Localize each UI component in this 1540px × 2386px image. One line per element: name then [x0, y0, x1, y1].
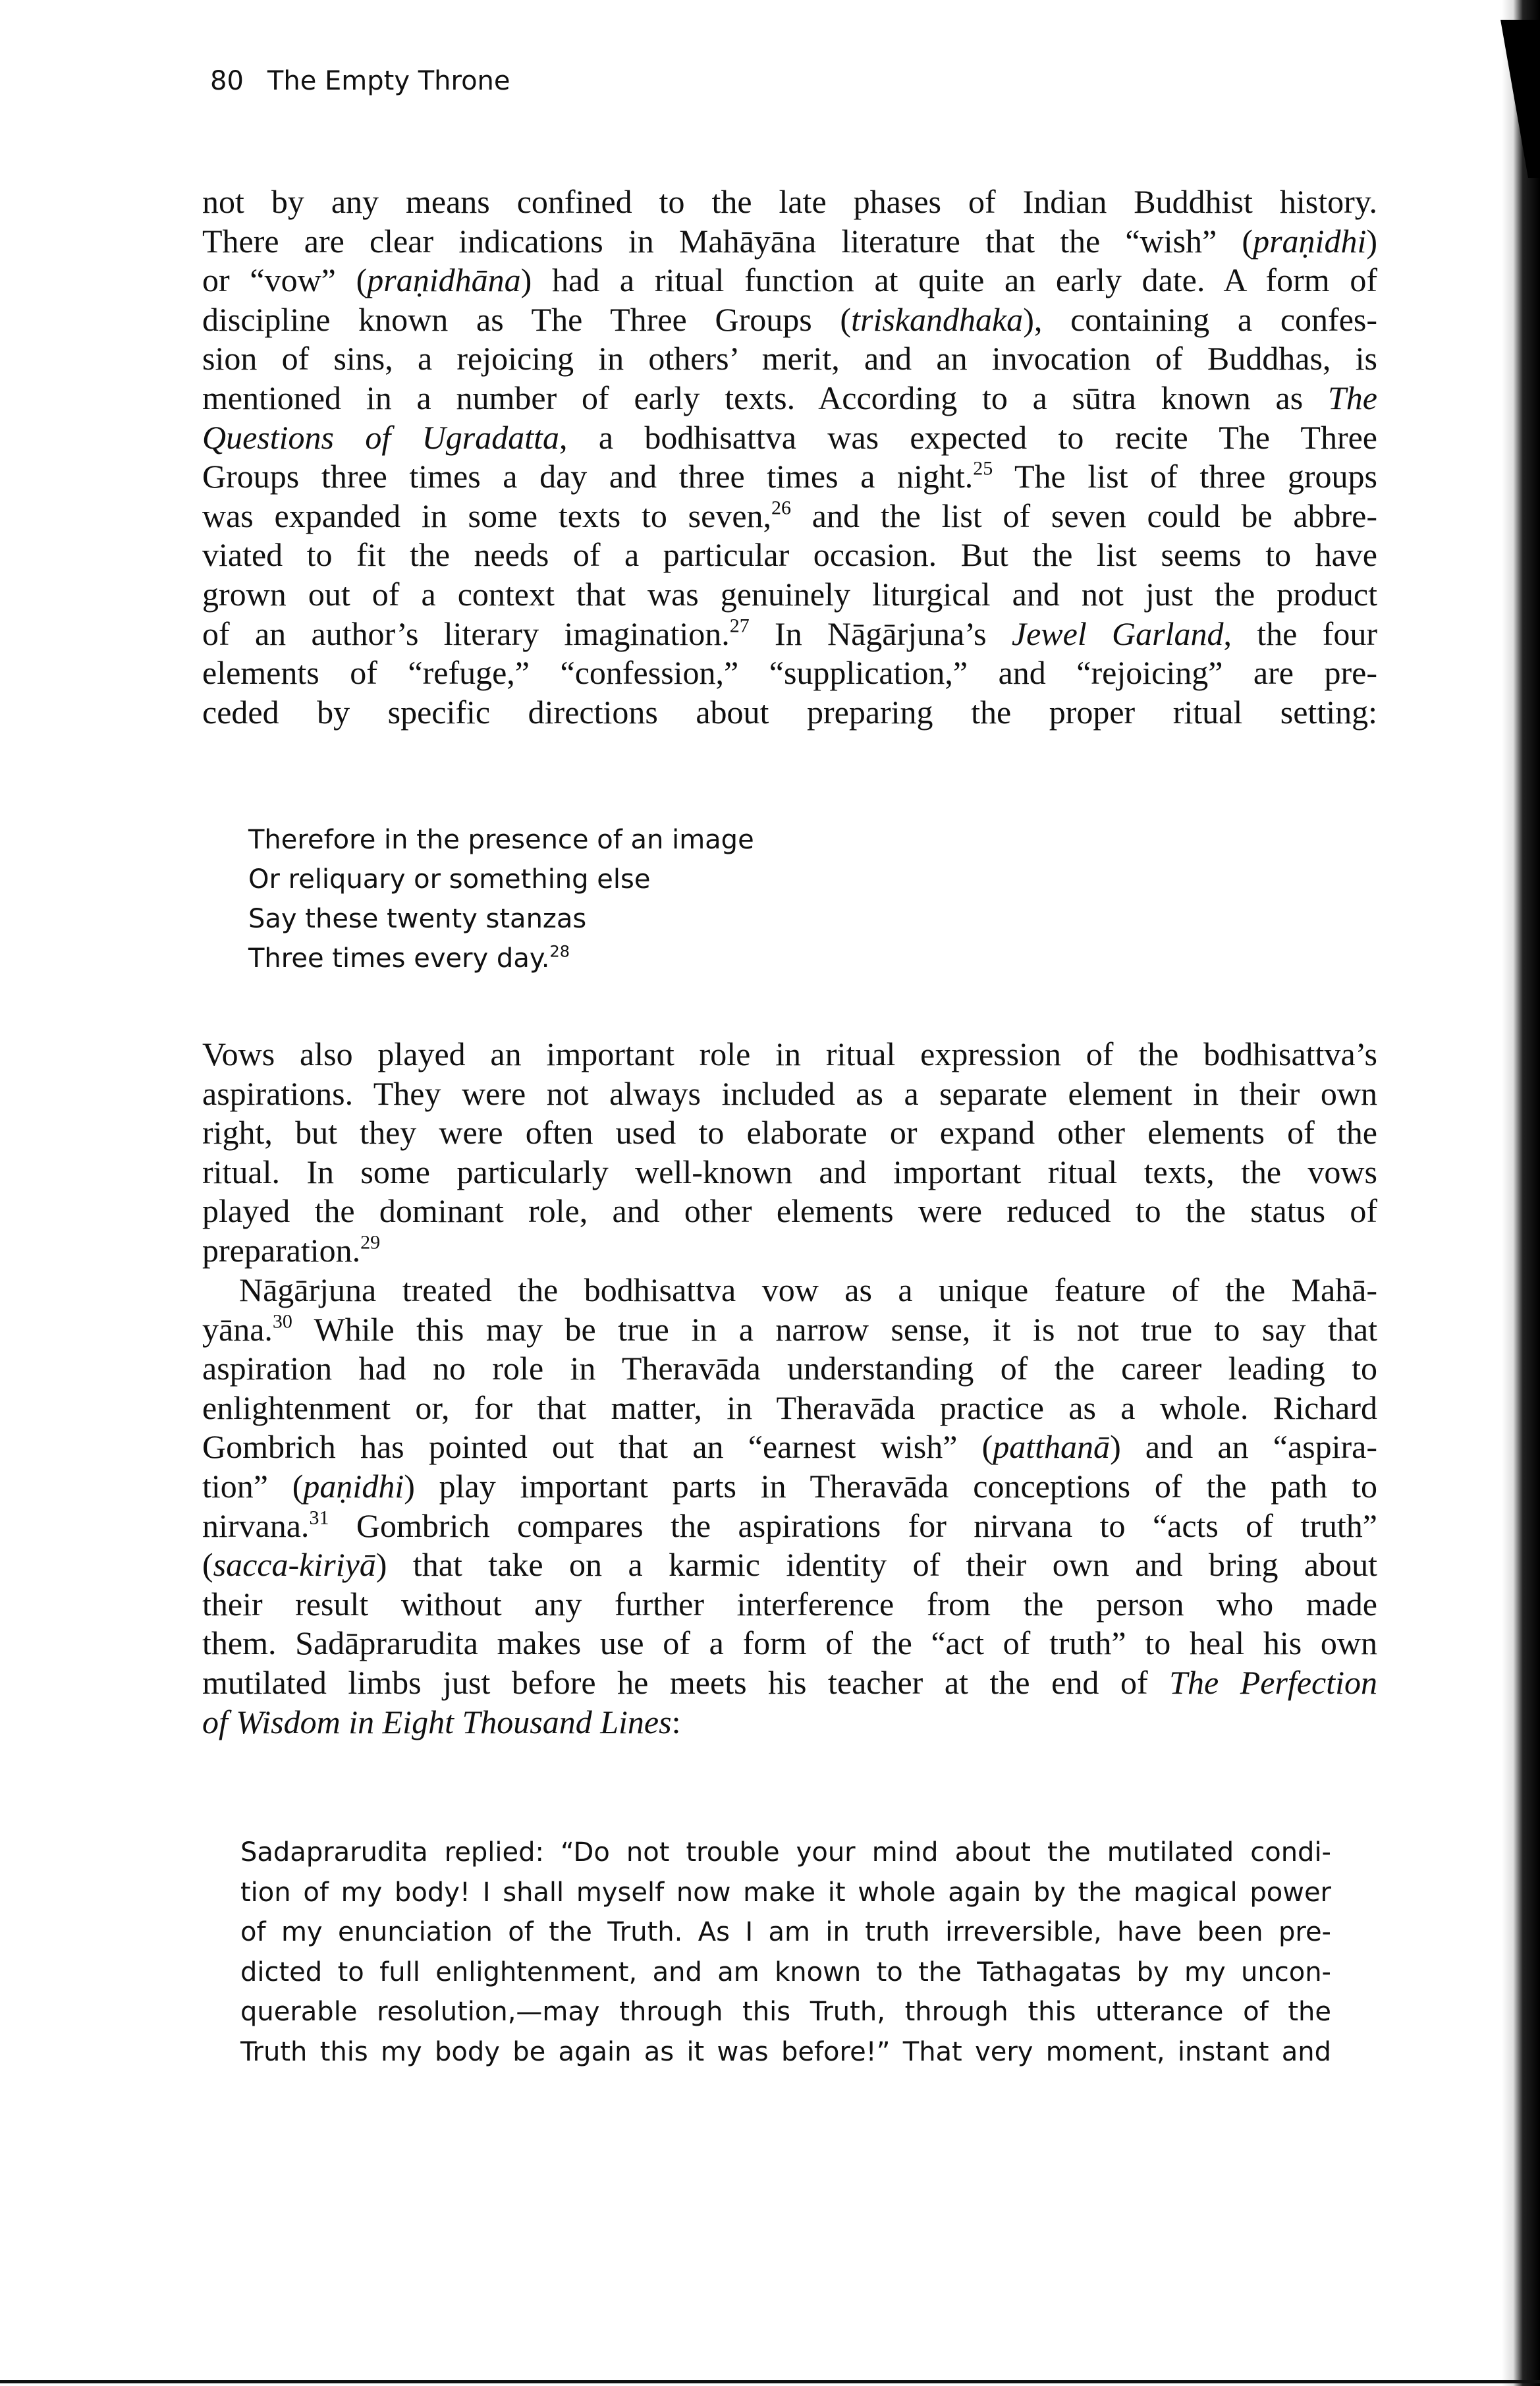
text-line: [240, 1833, 1331, 1873]
block-quote: [240, 1833, 1331, 2072]
text-line: [202, 1585, 1377, 1624]
text-run: ) and an “aspira-: [1110, 1428, 1377, 1466]
text-run: elements of “refuge,” “confession,” “supplication,” and “rejoicing” are pre-: [202, 654, 1377, 692]
text-line: [240, 2032, 1331, 2072]
text-run: not by any means confined to the late phases of Indian Buddhist history.: [202, 183, 1377, 220]
footnote-ref: 29: [360, 1231, 381, 1254]
text-run: yāna.: [202, 1310, 273, 1348]
italic-term: sacca-kiriyā: [213, 1546, 376, 1584]
text-run: nirvana.: [202, 1507, 310, 1544]
footnote-ref: 26: [771, 497, 792, 519]
text-run: their result without any further interference from the person who made: [202, 1585, 1377, 1623]
text-line: [202, 1428, 1377, 1467]
page-edge-shadow: [1502, 0, 1540, 2386]
paragraph-1: [202, 182, 1377, 732]
italic-term: paṇidhi: [303, 1467, 404, 1505]
text-line: [202, 222, 1377, 262]
text-run: Vows also played an important role in ritual expression of the bodhisattva’s: [202, 1036, 1377, 1072]
text-run: enlightenment or, for that matter, in Theravāda practice as a whole. Richard: [202, 1389, 1377, 1426]
text-run: or “vow” (: [202, 262, 368, 299]
text-line: [202, 1074, 1377, 1114]
footnote-ref: 31: [309, 1507, 329, 1529]
text-line: [202, 653, 1377, 693]
text-line: [202, 497, 1377, 536]
text-run: Three times every day.: [248, 943, 550, 974]
paragraph-2: [202, 1035, 1377, 1271]
italic-term: of Wisdom in Eight Thousand Lines: [202, 1703, 672, 1740]
italic-term: patthanā: [993, 1428, 1111, 1466]
text-line: [202, 1231, 1377, 1271]
text-run: Groups three times a day and three times a night.: [202, 458, 974, 495]
text-run: Gombrich compares the aspirations for nirvana to “acts of truth”: [329, 1507, 1377, 1544]
text-line: [202, 457, 1377, 497]
italic-term: The Perfection: [1169, 1663, 1377, 1701]
text-line: [240, 1873, 1331, 1913]
running-title: The Empty Throne: [267, 66, 510, 96]
text-run: In Nāgārjuna’s: [749, 615, 1012, 652]
text-run: sion of sins, a rejoicing in others’ merit, and an invocation of Buddhas, is: [202, 340, 1377, 377]
text-run: (: [202, 1546, 213, 1584]
text-run: dicted to full enlightenment, and am known to the Tathagatas by my uncon-: [240, 1956, 1331, 1987]
text-run: discipline known as The Three Groups (: [202, 300, 852, 338]
text-run: Therefore in the presence of an image: [248, 825, 754, 855]
paragraph-3: [202, 1271, 1377, 1742]
text-line: [202, 300, 1377, 340]
text-line: [202, 1467, 1377, 1507]
text-line: [202, 693, 1377, 733]
text-run: Gombrich has pointed out that an “earnest wish” (: [202, 1428, 993, 1466]
running-header: [210, 66, 510, 96]
text-run: ) had a ritual function at quite an early date. A form of: [520, 262, 1377, 299]
text-line: [202, 182, 1377, 222]
text-line: [240, 1912, 1331, 1953]
text-run: preparation.: [202, 1231, 361, 1269]
text-line: [202, 261, 1377, 300]
italic-term: praṇidhāna: [367, 262, 521, 299]
text-line: [202, 536, 1377, 575]
text-run: Nāgārjuna treated the bodhisattva vow as a unique feature of the Mahā-: [239, 1271, 1377, 1308]
text-run: The list of three groups: [993, 458, 1377, 495]
text-run: While this may be true in a narrow sense, it is not true to say that: [292, 1310, 1377, 1348]
text-run: ): [1366, 222, 1377, 260]
text-line: [202, 1663, 1377, 1703]
text-line: [202, 1349, 1377, 1389]
text-run: of my enunciation of the Truth. As I am in truth irreversible, have been pre-: [240, 1917, 1331, 1947]
text-run: tion” (: [202, 1467, 304, 1505]
text-line: [202, 1507, 1377, 1546]
text-line: [248, 899, 754, 939]
text-line: [202, 1703, 1377, 1742]
text-run: There are clear indications in Mahāyāna literature that the “wish” (: [202, 222, 1253, 260]
text-run: ceded by specific directions about preparing the proper ritual setting:: [202, 693, 1377, 731]
text-line: [202, 1035, 1377, 1074]
text-line: [248, 939, 754, 978]
text-line: [202, 1624, 1377, 1663]
italic-term: praṇidhi: [1253, 222, 1367, 260]
text-line: [240, 1992, 1331, 2032]
text-run: aspiration had no role in Theravāda understanding of the career leading to: [202, 1350, 1377, 1387]
text-run: played the dominant role, and other elements were reduced to the status of: [202, 1192, 1377, 1230]
text-run: ) that take on a karmic identity of their own and bring about: [375, 1546, 1377, 1584]
text-run: , a bodhisattva was expected to recite The Three: [559, 418, 1377, 456]
italic-term: The: [1328, 379, 1377, 416]
text-line: [202, 1113, 1377, 1153]
text-run: :: [671, 1703, 681, 1740]
text-run: ) play important parts in Theravāda conceptions of the path to: [404, 1467, 1377, 1505]
text-line: [202, 615, 1377, 654]
page-number: 80: [210, 66, 244, 96]
text-line: [248, 860, 754, 899]
text-line: [202, 575, 1377, 615]
text-run: of an author’s literary imagination.: [202, 615, 730, 652]
text-run: , the four: [1223, 615, 1377, 652]
text-run: aspirations. They were not always included as a separate element in their own: [202, 1074, 1377, 1112]
text-line: [202, 1192, 1377, 1231]
text-run: Say these twenty stanzas: [248, 904, 587, 934]
text-run: them. Sadāprarudita makes use of a form of the “act of truth” to heal his own: [202, 1624, 1377, 1662]
footnote-ref: 25: [973, 457, 993, 480]
italic-term: Questions of Ugradatta: [202, 418, 559, 456]
text-line: [202, 1389, 1377, 1428]
footnote-ref: 30: [272, 1310, 292, 1333]
text-line: [248, 820, 754, 860]
text-run: mentioned in a number of early texts. According to a sūtra known as: [202, 379, 1328, 416]
text-run: Sadaprarudita replied: “Do not trouble your mind about the mutilated condi-: [240, 1837, 1331, 1868]
text-run: was expanded in some texts to seven,: [202, 497, 772, 534]
text-line: [202, 339, 1377, 379]
text-line: [202, 1153, 1377, 1192]
scan-bottom-edge: [0, 2380, 1540, 2383]
text-run: and the list of seven could be abbre-: [791, 497, 1378, 534]
text-line: [202, 418, 1377, 458]
italic-term: triskandhaka: [851, 300, 1024, 338]
text-run: tion of my body! I shall myself now make it whole again by the magical power: [240, 1877, 1331, 1908]
text-run: Truth this my body be again as it was before!” That very moment, instant and: [240, 2036, 1331, 2067]
text-run: Or reliquary or something else: [248, 864, 651, 895]
text-run: mutilated limbs just before he meets his teacher at the end of: [202, 1663, 1170, 1701]
text-line: [202, 1310, 1377, 1350]
footnote-ref: 28: [549, 942, 570, 961]
text-run: ritual. In some particularly well-known and important ritual texts, the vows: [202, 1153, 1377, 1190]
italic-term: Jewel Garland: [1011, 615, 1224, 652]
text-line: [202, 379, 1377, 418]
text-line: [202, 1271, 1377, 1310]
text-run: right, but they were often used to elaborate or expand other elements of the: [202, 1114, 1377, 1151]
text-line: [240, 1953, 1331, 1993]
verse-quotation: [248, 820, 754, 978]
text-run: viated to fit the needs of a particular occasion. But the list seems to have: [202, 536, 1377, 574]
footnote-ref: 27: [729, 615, 750, 637]
text-line: [202, 1545, 1377, 1585]
text-run: querable resolution,—may through this Truth, through this utterance of the: [240, 1997, 1331, 2027]
text-run: ), containing a confes-: [1023, 300, 1378, 338]
text-run: grown out of a context that was genuinely liturgical and not just the product: [202, 575, 1377, 613]
